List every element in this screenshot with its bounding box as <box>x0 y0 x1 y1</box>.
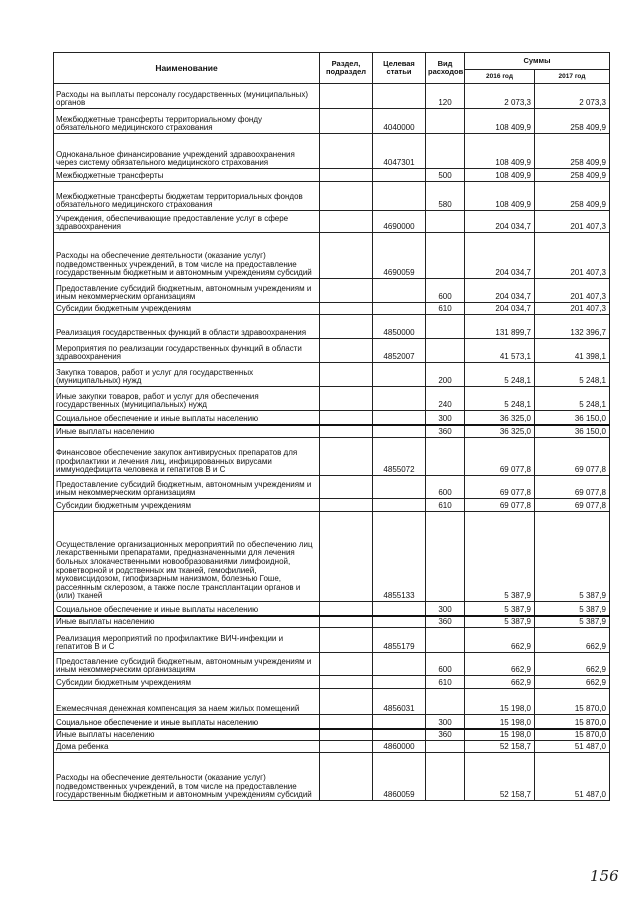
cell-section <box>320 425 373 438</box>
cell-target: 4860000 <box>373 741 426 753</box>
cell-2016: 15 198,0 <box>465 689 535 715</box>
cell-type: 300 <box>426 715 465 729</box>
table-row <box>54 512 610 602</box>
cell-name: Социальное обеспечение и иные выплаты населению <box>54 715 320 729</box>
cell-name: Расходы на выплаты персоналу государственных (муниципальных) органов <box>54 84 320 109</box>
cell-name: Иные выплаты населению <box>54 616 320 628</box>
table-row <box>54 689 610 715</box>
table-row <box>54 438 610 476</box>
cell-2016: 52 158,7 <box>465 741 535 753</box>
table-row <box>54 411 610 425</box>
cell-name: Реализация государственных функций в области здравоохранения <box>54 315 320 339</box>
cell-name: Субсидии бюджетным учреждениям <box>54 499 320 512</box>
cell-type: 300 <box>426 411 465 425</box>
cell-2017: 662,9 <box>535 676 610 689</box>
cell-target <box>373 387 426 411</box>
table-row <box>54 169 610 182</box>
cell-type <box>426 233 465 279</box>
table-row <box>54 182 610 211</box>
cell-section <box>320 676 373 689</box>
cell-type <box>426 628 465 653</box>
cell-name: Предоставление субсидий бюджетным, автономным учреждениям и иным некоммерческим организациям <box>54 653 320 676</box>
cell-target: 4850000 <box>373 315 426 339</box>
cell-2016: 41 573,1 <box>465 339 535 363</box>
cell-target <box>373 602 426 616</box>
cell-2016: 5 248,1 <box>465 387 535 411</box>
table-row <box>54 653 610 676</box>
cell-type: 600 <box>426 279 465 303</box>
cell-target: 4040000 <box>373 109 426 134</box>
cell-2017: 662,9 <box>535 628 610 653</box>
cell-type <box>426 438 465 476</box>
cell-target <box>373 715 426 729</box>
cell-2016: 662,9 <box>465 653 535 676</box>
cell-2016: 662,9 <box>465 676 535 689</box>
cell-type <box>426 753 465 801</box>
cell-name: Социальное обеспечение и иные выплаты населению <box>54 411 320 425</box>
cell-name: Предоставление субсидий бюджетным, автономным учреждениям и иным некоммерческим организациям <box>54 279 320 303</box>
cell-name: Межбюджетные трансферты бюджетам территориальных фондов обязательного медицинского страхования <box>54 182 320 211</box>
cell-target: 4855072 <box>373 438 426 476</box>
cell-2017: 132 396,7 <box>535 315 610 339</box>
cell-section <box>320 512 373 602</box>
cell-section <box>320 438 373 476</box>
cell-name: Межбюджетные трансферты <box>54 169 320 182</box>
cell-2017: 15 870,0 <box>535 729 610 741</box>
header-year-2017: 2017 год <box>535 70 610 84</box>
cell-type: 360 <box>426 425 465 438</box>
cell-2017: 15 870,0 <box>535 689 610 715</box>
cell-2016: 204 034,7 <box>465 279 535 303</box>
cell-type <box>426 109 465 134</box>
cell-2016: 5 387,9 <box>465 616 535 628</box>
cell-target <box>373 169 426 182</box>
cell-2017: 201 407,3 <box>535 233 610 279</box>
header-target: Целевая статьи <box>373 53 426 84</box>
cell-name: Дома ребенка <box>54 741 320 753</box>
cell-target <box>373 182 426 211</box>
budget-table-sheet <box>53 52 609 801</box>
cell-2016: 204 034,7 <box>465 303 535 315</box>
cell-2017: 258 409,9 <box>535 169 610 182</box>
cell-type: 600 <box>426 476 465 499</box>
cell-target <box>373 363 426 387</box>
cell-2017: 5 248,1 <box>535 387 610 411</box>
cell-type: 300 <box>426 602 465 616</box>
cell-name: Расходы на обеспечение деятельности (оказание услуг) подведомственных учреждений, в том числе на предоставление государственным бюджетным и автономным учреждениям субсидий <box>54 233 320 279</box>
cell-2016: 108 409,9 <box>465 169 535 182</box>
cell-2017: 201 407,3 <box>535 303 610 315</box>
cell-target: 4047301 <box>373 134 426 169</box>
cell-2016: 15 198,0 <box>465 729 535 741</box>
cell-target <box>373 653 426 676</box>
cell-2017: 258 409,9 <box>535 182 610 211</box>
header-year-2016: 2016 год <box>465 70 535 84</box>
cell-2016: 36 325,0 <box>465 411 535 425</box>
cell-section <box>320 476 373 499</box>
cell-section <box>320 628 373 653</box>
table-row <box>54 134 610 169</box>
table-body <box>54 84 610 801</box>
header-section: Раздел, подраздел <box>320 53 373 84</box>
table-row <box>54 109 610 134</box>
cell-type: 610 <box>426 303 465 315</box>
cell-2016: 69 077,8 <box>465 438 535 476</box>
header-name: Наименование <box>54 53 320 84</box>
cell-2017: 5 387,9 <box>535 616 610 628</box>
table-row <box>54 476 610 499</box>
cell-section <box>320 689 373 715</box>
table-row <box>54 602 610 616</box>
table-row <box>54 676 610 689</box>
cell-target <box>373 84 426 109</box>
cell-2016: 662,9 <box>465 628 535 653</box>
cell-section <box>320 84 373 109</box>
table-row <box>54 363 610 387</box>
cell-name: Субсидии бюджетным учреждениям <box>54 303 320 315</box>
table-row <box>54 233 610 279</box>
page-number: 156 <box>590 867 619 885</box>
cell-2017: 5 387,9 <box>535 512 610 602</box>
cell-name: Одноканальное финансирование учреждений здравоохранения через систему обязательного медицинского страхования <box>54 134 320 169</box>
cell-name: Закупка товаров, работ и услуг для государственных (муниципальных) нужд <box>54 363 320 387</box>
cell-2016: 5 387,9 <box>465 602 535 616</box>
cell-2017: 36 150,0 <box>535 411 610 425</box>
cell-2016: 204 034,7 <box>465 211 535 233</box>
cell-2017: 69 077,8 <box>535 476 610 499</box>
cell-2016: 5 387,9 <box>465 512 535 602</box>
cell-2017: 41 398,1 <box>535 339 610 363</box>
table-row <box>54 211 610 233</box>
table-row <box>54 499 610 512</box>
table-row <box>54 628 610 653</box>
cell-2017: 662,9 <box>535 653 610 676</box>
cell-target: 4860059 <box>373 753 426 801</box>
table-row <box>54 303 610 315</box>
cell-2017: 69 077,8 <box>535 499 610 512</box>
table-row <box>54 425 610 438</box>
cell-target: 4856031 <box>373 689 426 715</box>
cell-name: Расходы на обеспечение деятельности (оказание услуг) подведомственных учреждений, в том числе на предоставление государственным бюджетным и автономным учреждениям субсидий <box>54 753 320 801</box>
cell-name: Субсидии бюджетным учреждениям <box>54 676 320 689</box>
cell-type: 360 <box>426 729 465 741</box>
table-row <box>54 715 610 729</box>
cell-section <box>320 741 373 753</box>
cell-target: 4690059 <box>373 233 426 279</box>
cell-section <box>320 315 373 339</box>
cell-2017: 51 487,0 <box>535 753 610 801</box>
cell-name: Ежемесячная денежная компенсация за наем жилых помещений <box>54 689 320 715</box>
cell-target <box>373 616 426 628</box>
header-type: Вид расходов <box>426 53 465 84</box>
cell-target <box>373 676 426 689</box>
cell-target <box>373 411 426 425</box>
cell-name: Иные выплаты населению <box>54 729 320 741</box>
cell-2016: 2 073,3 <box>465 84 535 109</box>
cell-target: 4852007 <box>373 339 426 363</box>
cell-name: Осуществление организационных мероприятий по обеспечению лиц лекарственными препаратами, предназначенными для лечения больных злокачественными новообразованиями лимфоидной, кроветворной и родственных им тканей, гемофилией, муковисцидозом, гипофизарным нанизмом, болезнью Гоше, рассеянным склерозом, а также после трансплантации органов и (или) тканей <box>54 512 320 602</box>
cell-type <box>426 339 465 363</box>
table-row <box>54 741 610 753</box>
table-row <box>54 279 610 303</box>
cell-type: 360 <box>426 616 465 628</box>
cell-2016: 36 325,0 <box>465 425 535 438</box>
cell-section <box>320 753 373 801</box>
cell-name: Реализация мероприятий по профилактике ВИЧ-инфекции и гепатитов В и С <box>54 628 320 653</box>
cell-2017: 69 077,8 <box>535 438 610 476</box>
cell-section <box>320 715 373 729</box>
cell-section <box>320 169 373 182</box>
cell-2016: 131 899,7 <box>465 315 535 339</box>
cell-type: 500 <box>426 169 465 182</box>
cell-target <box>373 499 426 512</box>
cell-target: 4855179 <box>373 628 426 653</box>
cell-type: 580 <box>426 182 465 211</box>
cell-name: Финансовое обеспечение закупок антивирусных препаратов для профилактики и лечения лиц, инфицированных вирусами иммунодефицита человека и гепатитов В и С <box>54 438 320 476</box>
cell-section <box>320 233 373 279</box>
cell-type: 120 <box>426 84 465 109</box>
cell-type: 610 <box>426 499 465 512</box>
cell-2016: 108 409,9 <box>465 134 535 169</box>
cell-2016: 69 077,8 <box>465 499 535 512</box>
cell-section <box>320 211 373 233</box>
cell-section <box>320 387 373 411</box>
cell-section <box>320 279 373 303</box>
cell-section <box>320 411 373 425</box>
table-row <box>54 84 610 109</box>
cell-type <box>426 211 465 233</box>
table-row <box>54 387 610 411</box>
header-sums: Суммы <box>465 53 610 70</box>
cell-name: Межбюджетные трансферты территориальному фонду обязательного медицинского страхования <box>54 109 320 134</box>
cell-target: 4855133 <box>373 512 426 602</box>
cell-2017: 258 409,9 <box>535 134 610 169</box>
cell-target <box>373 729 426 741</box>
cell-target <box>373 425 426 438</box>
cell-type: 200 <box>426 363 465 387</box>
cell-type: 600 <box>426 653 465 676</box>
cell-2016: 52 158,7 <box>465 753 535 801</box>
table-row <box>54 339 610 363</box>
cell-2017: 2 073,3 <box>535 84 610 109</box>
cell-2017: 15 870,0 <box>535 715 610 729</box>
cell-type: 240 <box>426 387 465 411</box>
table-row <box>54 729 610 741</box>
cell-type: 610 <box>426 676 465 689</box>
cell-section <box>320 363 373 387</box>
cell-section <box>320 134 373 169</box>
cell-section <box>320 616 373 628</box>
cell-2016: 108 409,9 <box>465 109 535 134</box>
cell-2016: 15 198,0 <box>465 715 535 729</box>
cell-name: Социальное обеспечение и иные выплаты населению <box>54 602 320 616</box>
cell-2017: 201 407,3 <box>535 279 610 303</box>
cell-name: Мероприятия по реализации государственных функций в области здравоохранения <box>54 339 320 363</box>
cell-2017: 5 387,9 <box>535 602 610 616</box>
cell-target: 4690000 <box>373 211 426 233</box>
cell-name: Предоставление субсидий бюджетным, автономным учреждениям и иным некоммерческим организациям <box>54 476 320 499</box>
cell-type <box>426 689 465 715</box>
cell-type <box>426 512 465 602</box>
cell-target <box>373 279 426 303</box>
cell-2016: 108 409,9 <box>465 182 535 211</box>
cell-name: Иные выплаты населению <box>54 425 320 438</box>
budget-table <box>53 52 610 801</box>
table-row <box>54 616 610 628</box>
cell-2016: 69 077,8 <box>465 476 535 499</box>
cell-section <box>320 303 373 315</box>
cell-2017: 51 487,0 <box>535 741 610 753</box>
cell-target <box>373 476 426 499</box>
cell-2017: 36 150,0 <box>535 425 610 438</box>
cell-2017: 258 409,9 <box>535 109 610 134</box>
cell-type <box>426 134 465 169</box>
cell-2016: 204 034,7 <box>465 233 535 279</box>
cell-2017: 201 407,3 <box>535 211 610 233</box>
cell-type <box>426 741 465 753</box>
cell-section <box>320 729 373 741</box>
cell-name: Иные закупки товаров, работ и услуг для обеспечения государственных (муниципальных) нужд <box>54 387 320 411</box>
cell-type <box>426 315 465 339</box>
cell-target <box>373 303 426 315</box>
cell-section <box>320 602 373 616</box>
table-row <box>54 315 610 339</box>
cell-section <box>320 182 373 211</box>
cell-section <box>320 109 373 134</box>
cell-section <box>320 499 373 512</box>
table-row <box>54 753 610 801</box>
cell-2016: 5 248,1 <box>465 363 535 387</box>
cell-name: Учреждения, обеспечивающие предоставление услуг в сфере здравоохранения <box>54 211 320 233</box>
cell-section <box>320 653 373 676</box>
cell-2017: 5 248,1 <box>535 363 610 387</box>
cell-section <box>320 339 373 363</box>
